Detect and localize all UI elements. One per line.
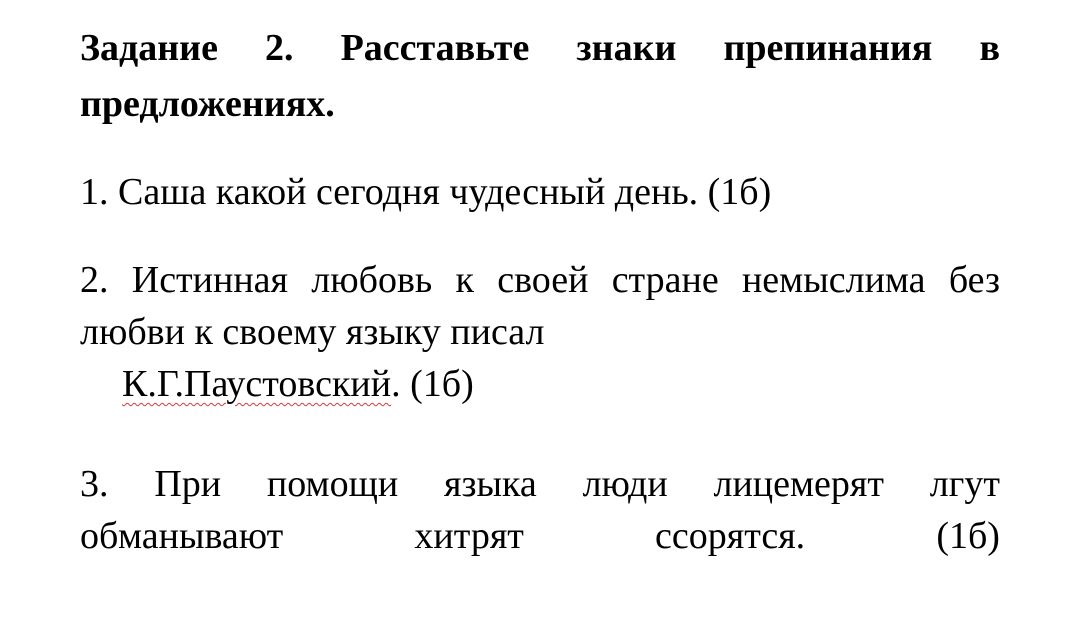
word: 2. bbox=[80, 259, 109, 301]
sentence-1: 1. Саша какой сегодня чудесный день. (1б) bbox=[80, 171, 772, 213]
word: языка bbox=[443, 463, 537, 505]
word: ссорятся. bbox=[655, 515, 806, 557]
word: Истинная bbox=[131, 259, 289, 301]
word: люди bbox=[582, 463, 668, 505]
sentence-2-tail: . (1б) bbox=[391, 363, 474, 405]
word: 3. bbox=[80, 463, 109, 505]
title-word: Расставьте bbox=[340, 27, 530, 69]
word: стране bbox=[611, 259, 719, 301]
title-word: в bbox=[979, 27, 1000, 69]
word: хитрят bbox=[414, 515, 524, 557]
word: своей bbox=[497, 259, 589, 301]
word: лгут bbox=[929, 463, 1000, 505]
word: без bbox=[948, 259, 1000, 301]
word: При bbox=[154, 463, 222, 505]
word: немыслима bbox=[741, 259, 926, 301]
word: любовь bbox=[311, 259, 433, 301]
sentence-3-line-1 bbox=[80, 462, 1000, 506]
sentence-2-line-2: любви к своему языку писал bbox=[80, 311, 545, 353]
title-word: Задание bbox=[80, 27, 218, 69]
task-title-line-1 bbox=[80, 26, 1000, 70]
word: помощи bbox=[266, 463, 399, 505]
sentence-3-line-2 bbox=[80, 514, 1000, 558]
author-name: К.Г.Паустовский bbox=[122, 363, 392, 405]
title-word: знаки bbox=[576, 27, 677, 69]
title-word: препинания bbox=[723, 27, 933, 69]
word: (1б) bbox=[936, 515, 1000, 557]
task-title-line-2: предложениях. bbox=[80, 83, 335, 125]
word: обманывают bbox=[80, 515, 284, 557]
word: к bbox=[455, 259, 474, 301]
sentence-2-line-1 bbox=[80, 258, 1000, 302]
word: лицемерят bbox=[713, 463, 884, 505]
title-word: 2. bbox=[265, 27, 294, 69]
sentence-2-line-3 bbox=[122, 362, 474, 406]
